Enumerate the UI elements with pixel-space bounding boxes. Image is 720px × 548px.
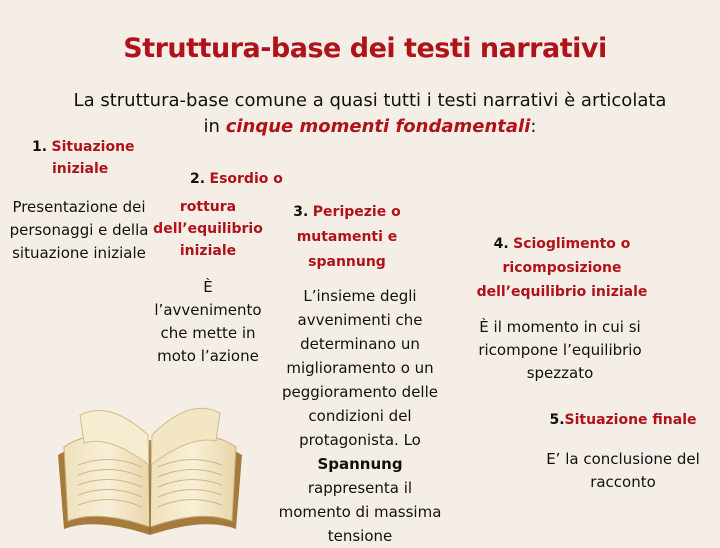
step3-body: L’insieme degli avvenimenti che determinano un miglioramento o un peggioramento delle condizioni del protagonista. Lo Spannung rappresenta il momento di massima tensione (278, 287, 442, 545)
step3-heading: 3. Peripezie o mutamenti e spannung (293, 204, 401, 270)
step2-body: È l’avvenimento che mette in moto l’azione (154, 278, 262, 365)
step5-body: E’ la conclusione del racconto (546, 450, 700, 491)
step1-body: Presentazione dei personaggi e della situazione iniziale (9, 198, 149, 262)
open-book-icon (50, 395, 250, 540)
step1-heading: 1. Situazione iniziale (32, 139, 135, 177)
intro-line-1: La struttura-base comune a quasi tutti i testi narrativi è articolata (73, 90, 667, 111)
step4-heading: 4. Scioglimento o ricomposizione dell’equilibrio iniziale (476, 236, 648, 300)
step5-heading: 5.Situazione finale (549, 412, 697, 428)
step4-body: È il momento in cui si ricompone l’equilibrio spezzato (478, 318, 642, 382)
intro-line-2: in cinque momenti fondamentali: (203, 116, 537, 137)
intro-emphasis: cinque momenti fondamentali (225, 116, 531, 137)
spannung-term: Spannung (317, 455, 403, 473)
intro-text (40, 88, 700, 140)
step2-heading: 2. Esordio o (190, 171, 283, 187)
step2-heading-cont: rottura dell’equilibrio iniziale (153, 199, 263, 259)
page-title: Struttura-base dei testi narrativi (123, 33, 607, 64)
